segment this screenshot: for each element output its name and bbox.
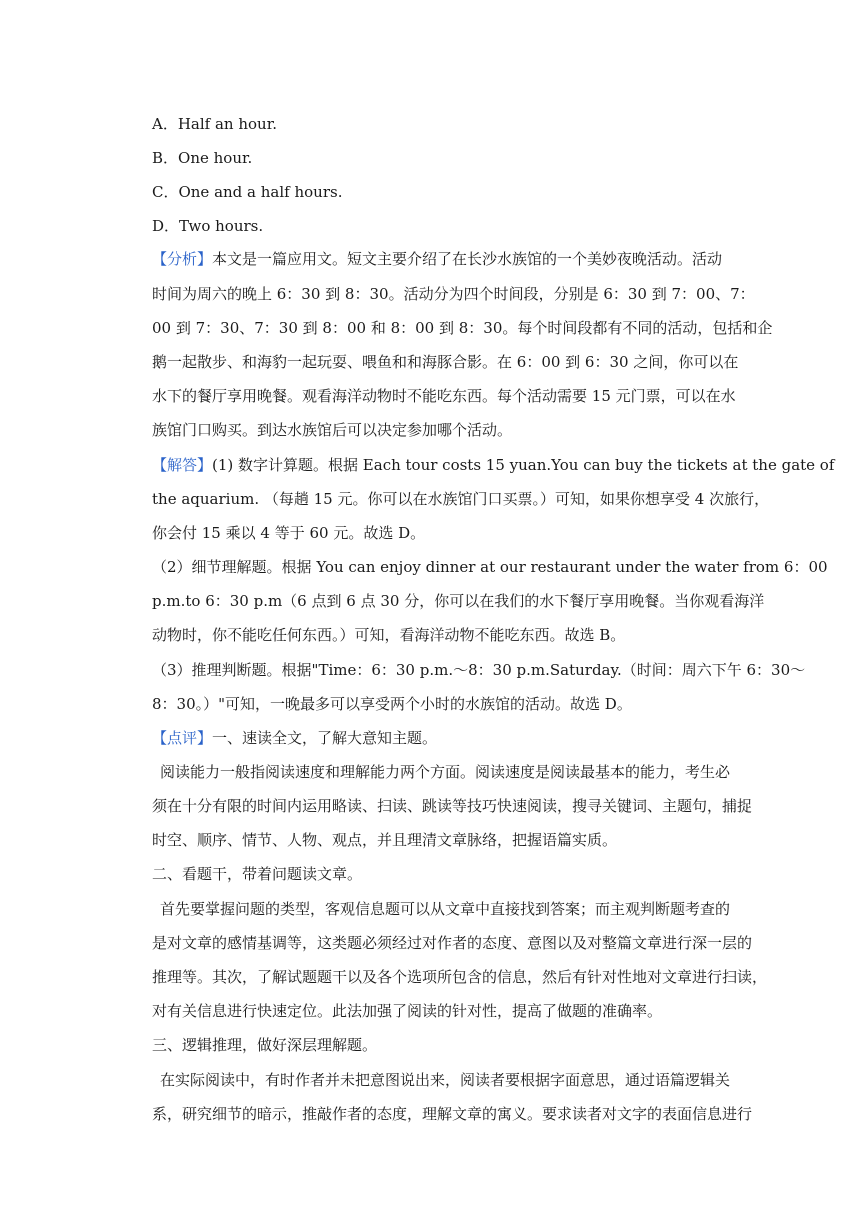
answer-text: (1) 数字计算题。根据 Each tour costs 15 yuan.You can buy the tickets at the gate of: [212, 456, 835, 474]
answer-line: [152, 455, 835, 475]
comment-line: 阅读能力一般指阅读速度和理解能力两个方面。阅读速度是阅读最基本的能力，考生必: [160, 763, 731, 781]
analysis-line: 时间为周六的晚上 6：30 到 8：30。活动分为四个时间段，分别是 6：30 到 7：00、7：: [152, 285, 755, 303]
option-c: C．One and a half hours.: [152, 183, 343, 201]
answer-line: p.m.to 6：30 p.m（6 点到 6 点 30 分，你可以在我们的水下餐厅享用晚餐。当你观看海洋: [152, 592, 765, 610]
option-b: B．One hour.: [152, 149, 253, 167]
comment-line: [152, 728, 742, 748]
comment-line: 须在十分有限的时间内运用略读、扫读、跳读等技巧快速阅读，搜寻关键词、主题句，捕捉: [152, 797, 753, 815]
comment-line: 二、看题干，带着问题读文章。: [152, 865, 363, 883]
comment-line: 时空、顺序、情节、人物、观点，并且理清文章脉络，把握语篇实质。: [152, 831, 618, 849]
answer-line: （2）细节理解题。根据 You can enjoy dinner at our restaurant under the water from 6：00: [152, 558, 828, 576]
comment-line: 系，研究细节的暗示，推敲作者的态度，理解文章的寓义。要求读者对文字的表面信息进行: [152, 1105, 753, 1123]
analysis-line: 族馆门口购买。到达水族馆后可以决定参加哪个活动。: [152, 421, 513, 439]
answer-tag: 【解答】: [152, 456, 213, 474]
comment-text: 一、速读全文，了解大意知主题。: [212, 729, 438, 747]
analysis-line: 鹅一起散步、和海豹一起玩耍、喂鱼和和海豚合影。在 6：00 到 6：30 之间，你可以在: [152, 353, 739, 371]
option-d: D．Two hours.: [152, 217, 264, 235]
answer-line: 动物时，你不能吃任何东西。）可知，看海洋动物不能吃东西。故选 B。: [152, 626, 626, 644]
analysis-line: 水下的餐厅享用晚餐。观看海洋动物时不能吃东西。每个活动需要 15 元门票，可以在水: [152, 387, 736, 405]
comment-line: 对有关信息进行快速定位。此法加强了阅读的针对性，提高了做题的准确率。: [152, 1002, 663, 1020]
analysis-tag: 【分析】: [152, 250, 213, 268]
analysis-text: 本文是一篇应用文。短文主要介绍了在长沙水族馆的一个美妙夜晚活动。活动: [212, 250, 723, 268]
comment-line: 在实际阅读中，有时作者并未把意图说出来，阅读者要根据字面意思，通过语篇逻辑关: [160, 1071, 731, 1089]
answer-line: （3）推理判断题。根据"Time：6：30 p.m.～8：30 p.m.Saturday.（时间：周六下午 6：30～: [152, 661, 806, 679]
analysis-line: [152, 249, 742, 269]
comment-line: 首先要掌握问题的类型，客观信息题可以从文章中直接找到答案；而主观判断题考查的: [160, 900, 731, 918]
comment-tag: 【点评】: [152, 729, 213, 747]
comment-line: 三、逻辑推理，做好深层理解题。: [152, 1036, 378, 1054]
analysis-line: 00 到 7：30、7：30 到 8：00 和 8：00 到 8：30。每个时间段都有不同的活动，包括和企: [152, 319, 773, 337]
answer-line: the aquarium. （每趟 15 元。你可以在水族馆门口买票。）可知，如果你想享受 4 次旅行，: [152, 490, 770, 508]
answer-line: 8：30。）"可知，一晚最多可以享受两个小时的水族馆的活动。故选 D。: [152, 695, 632, 713]
comment-line: 推理等。其次，了解试题题干以及各个选项所包含的信息，然后有针对性地对文章进行扫读，: [152, 968, 768, 986]
answer-line: 你会付 15 乘以 4 等于 60 元。故选 D。: [152, 524, 426, 542]
comment-line: 是对文章的感情基调等，这类题必须经过对作者的态度、意图以及对整篇文章进行深一层的: [152, 934, 753, 952]
option-a: A．Half an hour.: [152, 115, 277, 133]
